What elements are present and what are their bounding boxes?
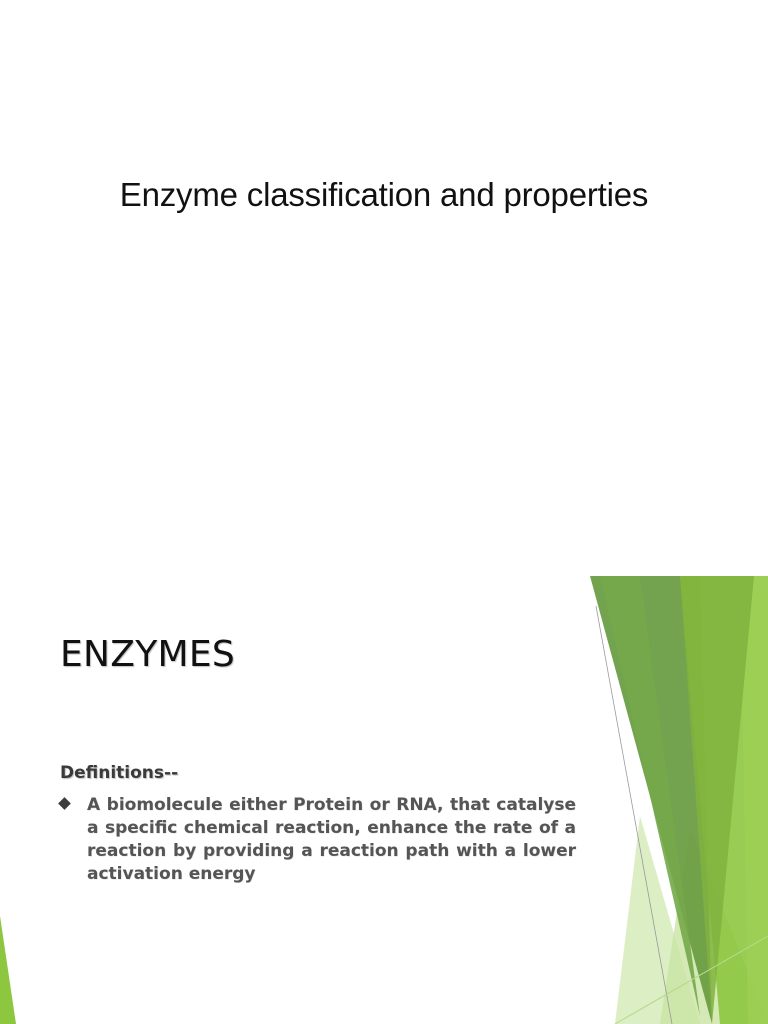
diamond-bullet-icon xyxy=(58,797,71,810)
left-green-sliver xyxy=(0,916,16,1024)
bullet-text: A biomolecule either Protein or RNA, that catalyse a specific chemical reaction, enhance the rate of a reaction by providing a reaction path with a lower activation energy xyxy=(87,795,576,884)
definitions-heading: Definitions-- xyxy=(60,763,179,783)
bullet-item xyxy=(60,794,576,886)
slide-2 xyxy=(0,576,768,1024)
slide-1-title: Enzyme classification and properties xyxy=(119,176,649,213)
slide-2-title: ENZYMES xyxy=(60,634,236,675)
